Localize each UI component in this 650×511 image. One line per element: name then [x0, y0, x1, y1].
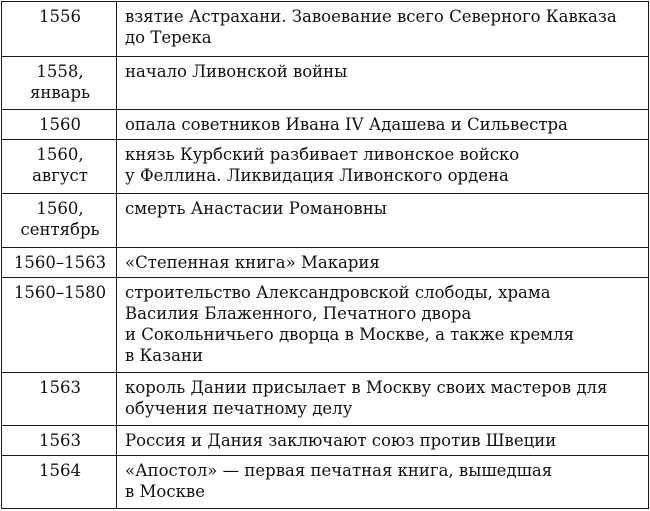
date-text: 1560,: [36, 199, 84, 218]
table-row: [2, 456, 649, 509]
date-text: 1560,: [36, 145, 84, 164]
event-text: до Терека: [125, 28, 212, 47]
event-text: начало Ливонской войны: [125, 62, 348, 81]
date-text: 1560: [39, 115, 81, 134]
table-row: [2, 426, 649, 456]
event-text: и Сокольничьего дворца в Москве, а также кремля: [125, 325, 574, 344]
chronology-table: [1, 1, 649, 509]
date-cell: [2, 278, 117, 373]
date-text: январь: [29, 83, 91, 102]
table-row: [2, 278, 649, 373]
date-cell: [2, 426, 117, 456]
date-text: 1560–1563: [13, 253, 107, 272]
date-cell: [2, 110, 117, 140]
date-cell: [2, 140, 117, 194]
date-text: август: [32, 166, 88, 185]
event-text: взятие Астрахани. Завоевание всего Северного Кавказа: [125, 7, 617, 26]
date-text: 1560–1580: [13, 283, 107, 302]
event-text: Россия и Дания заключают союз против Швеции: [125, 431, 557, 450]
event-cell: [117, 278, 649, 373]
table-row: [2, 373, 649, 426]
event-text: в Казани: [125, 346, 203, 365]
date-cell: [2, 248, 117, 278]
date-cell: [2, 456, 117, 509]
event-cell: [117, 248, 649, 278]
event-cell: [117, 140, 649, 194]
event-text: «Степенная книга» Макария: [125, 253, 380, 272]
event-text: князь Курбский разбивает ливонское войско: [125, 145, 520, 164]
event-text: опала советников Ивана IV Адашева и Сильвестра: [125, 115, 568, 134]
table-row: [2, 194, 649, 248]
table-row: [2, 140, 649, 194]
event-cell: [117, 57, 649, 110]
event-text: обучения печатному делу: [125, 399, 353, 418]
event-text: смерть Анастасии Романовны: [125, 199, 387, 218]
event-cell: [117, 456, 649, 509]
event-cell: [117, 110, 649, 140]
date-text: 1563: [39, 378, 81, 397]
event-text: у Феллина. Ликвидация Ливонского ордена: [125, 166, 509, 185]
date-cell: [2, 2, 117, 57]
event-text: в Москве: [125, 482, 205, 501]
date-cell: [2, 194, 117, 248]
event-cell: [117, 194, 649, 248]
table-row: [2, 2, 649, 57]
date-text: 1558,: [36, 62, 84, 81]
event-cell: [117, 426, 649, 456]
event-text: король Дании присылает в Москву своих мастеров для: [125, 378, 608, 397]
event-cell: [117, 2, 649, 57]
event-cell: [117, 373, 649, 426]
event-text: строительство Александровской слободы, храма: [125, 283, 551, 302]
event-text: «Апостол» — первая печатная книга, вышедшая: [125, 461, 553, 480]
event-text: Василия Блаженного, Печатного двора: [125, 304, 472, 323]
date-text: 1556: [39, 7, 81, 26]
table-row: [2, 248, 649, 278]
date-text: 1563: [39, 431, 81, 450]
date-cell: [2, 373, 117, 426]
date-text: 1564: [39, 461, 81, 480]
table-row: [2, 110, 649, 140]
table-row: [2, 57, 649, 110]
date-text: сентябрь: [20, 220, 100, 239]
date-cell: [2, 57, 117, 110]
